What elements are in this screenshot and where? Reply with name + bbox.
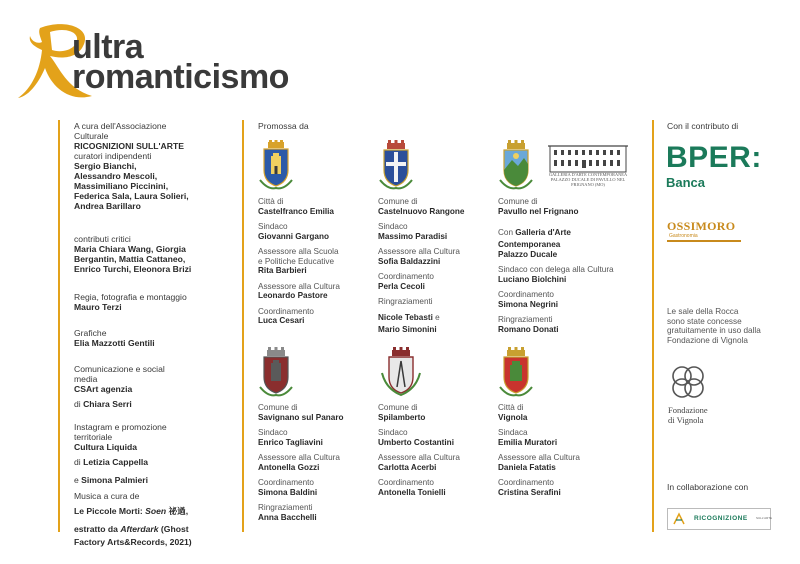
role-name: Umberto Costantini [378,437,454,447]
role-name: Antonella Tonielli [378,487,446,497]
municipality-type: Comune di [378,403,418,412]
fondazione-text: di Vignola [668,415,704,425]
collab-label: In collaborazione con [667,482,749,492]
fondazione-knot-icon [668,362,708,402]
comm-label: Comunicazione e social [74,364,165,374]
role-label: Sindaco [378,428,408,437]
municipality-type: Comune di [378,197,418,206]
castelnuovo-crest-icon [378,140,414,192]
role-name: Giovanni Gargano [258,231,329,241]
direction-section [74,292,187,312]
critic-names: Maria Chiara Wang, Giorgia [74,244,186,254]
role-name: Daniela Fatatis [498,462,556,472]
municipality-type: Città di [258,197,284,206]
curator-name: Andrea Barillaro [74,201,141,211]
municipality-name: Savignano sul Panaro [258,412,344,422]
role-name: Antonella Gozzi [258,462,320,472]
municipality-type: Comune di [498,197,538,206]
music-line-1 [74,501,192,519]
contrib-label: Con il contributo di [667,121,739,131]
castelnuovo-block [378,197,464,334]
ossimoro-underline [667,240,741,242]
savignano-block [258,403,344,522]
curator-name: Sergio Bianchi, [74,161,137,171]
role-name: Enrico Tagliavini [258,437,323,447]
ricognizioni-logo [667,508,771,530]
role-name: Anna Bacchelli [258,512,317,522]
role-label: Assessore alla Cultura [498,453,580,462]
insta-org: Cultura Liquida [74,442,138,452]
pavullo-crest-icon [498,140,534,192]
curated-role: curatori indipendenti [74,151,152,161]
role-label: Coordinamento [498,478,554,487]
spilamberto-crest-icon [378,347,424,399]
thanks-label: Ringraziamenti [378,297,433,306]
instagram-section [74,422,167,488]
municipality-name: Pavullo nel Frignano [498,206,579,216]
left-divider [58,120,60,532]
music-album: Afterdark [120,524,159,534]
role-label: Assessore alla Cultura [258,281,340,291]
role-label: Sindaco [378,222,408,231]
rocca-text: gratuitamente in uso dalla [667,326,761,335]
music-line-3: Factory Arts&Records, 2021) [74,537,192,547]
role-label: Coordinamento [378,478,434,487]
critic-names: Enrico Turchi, Eleonora Brizi [74,264,192,274]
bper-wordmark: BPER: [666,141,762,174]
vignola-crest-icon [498,347,534,399]
role-label: Sindaco [258,222,288,231]
direction-label: Regia, fotografia e montaggio [74,292,187,302]
savignano-crest-icon [258,347,294,399]
critic-names: Bergantin, Mattia Cattaneo, [74,254,186,264]
comm-di: di [74,399,84,409]
curator-name: Federica Sala, Laura Solieri, [74,191,189,201]
insta-credit-2 [74,470,167,488]
insta-label: Instagram e promozione [74,422,167,432]
municipality-type: Comune di [258,403,298,412]
insta-name: Letizia Cappella [83,457,149,467]
middle-divider [242,120,244,532]
promoted-label: Promossa da [258,121,309,131]
role-label: Sindaco con delega alla Cultura [498,265,614,274]
vignola-block [498,403,580,497]
castelfranco-crest-icon [258,140,294,192]
municipality-name: Vignola [498,412,528,422]
role-label: Ringraziamenti [258,503,313,512]
communication-section [74,364,165,412]
role-name: Rita Barbieri [258,266,307,275]
gallery-name: Palazzo Ducale [498,249,558,259]
critics-section [74,234,191,274]
ossimoro-sub: Gastronomia [669,233,698,239]
spilamberto-block [378,403,460,497]
comm-agency: CSArt agenzia [74,384,133,394]
thanks-e: e [432,312,440,322]
right-divider [652,120,654,532]
role-name: Emilia Muratori [498,437,558,447]
role-name: Perla Cecoli [378,281,425,291]
music-from: estratto da [74,524,121,534]
rocca-text: sono state concesse [667,316,742,326]
rocca-text: Le sale della Rocca [667,307,739,316]
fondazione-text: Fondazione [668,405,708,415]
role-label: Coordinamento [378,272,434,281]
rocca-text: Fondazione di Vignola [667,335,748,345]
curated-label: A cura dell'Associazione [74,121,167,131]
insta-e: e [74,475,82,485]
bper-sub: Banca [666,175,706,190]
thanks-line [378,307,464,325]
fondazione-logo-text [668,405,708,425]
insta-di: di [74,457,84,467]
role-label: Coordinamento [258,478,314,487]
curator-name: Alessandro Mescoli, [74,171,158,181]
gallery-name: Contemporanea [498,240,561,249]
insta-credit-1 [74,452,167,470]
ricognizioni-small: SULL'ARTE [756,516,773,520]
music-artist: Le Piccole Morti: [74,506,146,516]
curators-section [74,121,189,211]
insta-label-2: territoriale [74,432,113,442]
graphics-name: Elia Mazzotti Gentili [74,338,155,348]
gallery-prefix: Con [498,228,516,237]
curated-label-2: Culturale [74,131,109,141]
comm-credit [74,394,165,412]
role-name: Luca Cesari [258,316,305,325]
role-name: Luciano Biolchini [498,274,567,284]
thanks-name: Mario Simonini [378,324,437,334]
castelfranco-block [258,197,340,326]
role-name: Carlotta Acerbi [378,462,437,472]
role-name: Simona Baldini [258,487,318,497]
critics-label: contributi critici [74,234,131,244]
role-name: Simona Negrini [498,299,559,309]
direction-name: Mauro Terzi [74,302,122,312]
insta-name: Simona Palmieri [81,475,149,485]
ultraromanticismo-logo [10,18,350,108]
graphics-label: Grafiche [74,328,107,338]
role-label: Sindaco [258,428,288,437]
music-track-kanji: 祕過, [166,506,189,516]
comm-name: Chiara Serri [83,399,132,409]
logo-line-2: romanticismo [72,58,289,96]
music-label: Musica a cura de [74,491,140,501]
ossimoro-logo [667,220,741,242]
role-name: Romano Donati [498,324,559,334]
gallery-line [498,222,614,240]
music-line-2 [74,519,192,537]
role-label: Sindaca [498,428,528,437]
ricognizioni-mark-icon [672,512,686,526]
role-label: Assessore alla Scuola [258,247,339,256]
building-caption: GALLERIA D'ARTE CONTEMPORANEA PALAZZO DUCALE DI PAVULLO NEL FRIGNANO (MO) [548,172,628,187]
role-label: Ringraziamenti [498,315,553,324]
role-label: Assessore alla Cultura [378,453,460,462]
gallery-name: Galleria d'Arte [515,228,571,237]
ricognizioni-wordmark: RICOGNIZIONE [694,515,748,522]
role-label: Coordinamento [258,306,314,316]
music-track: Soen [145,506,167,516]
municipality-name: Spilamberto [378,412,426,422]
municipality-type: Città di [498,403,524,412]
municipality-name: Castelnuovo Rangone [378,206,465,216]
role-name: Sofia Baldazzini [378,256,441,266]
curated-org: RICOGNIZIONI SULL'ARTE [74,141,184,151]
role-label: Assessore alla Cultura [378,247,460,256]
role-name: Leonardo Pastore [258,291,328,300]
comm-label-2: media [74,374,98,384]
municipality-name: Castelfranco Emilia [258,206,334,216]
role-label: e Politiche Educative [258,256,335,266]
bper-logo [666,142,762,190]
music-label-name: (Ghost [158,524,189,534]
pavullo-block [498,197,614,334]
role-label: Coordinamento [498,290,554,299]
role-label: Assessore alla Cultura [258,453,340,462]
curator-name: Massimiliano Piccinini, [74,181,169,191]
rocca-note [667,307,761,345]
music-section [74,491,192,547]
role-name: Massimo Paradisi [378,231,448,241]
thanks-name: Nicole Tebasti [378,312,433,322]
role-name: Cristina Serafini [498,487,561,497]
ossimoro-wordmark: OSSIMORO [667,219,736,233]
logo-line-1: ultra [72,28,144,66]
graphics-section [74,328,155,348]
